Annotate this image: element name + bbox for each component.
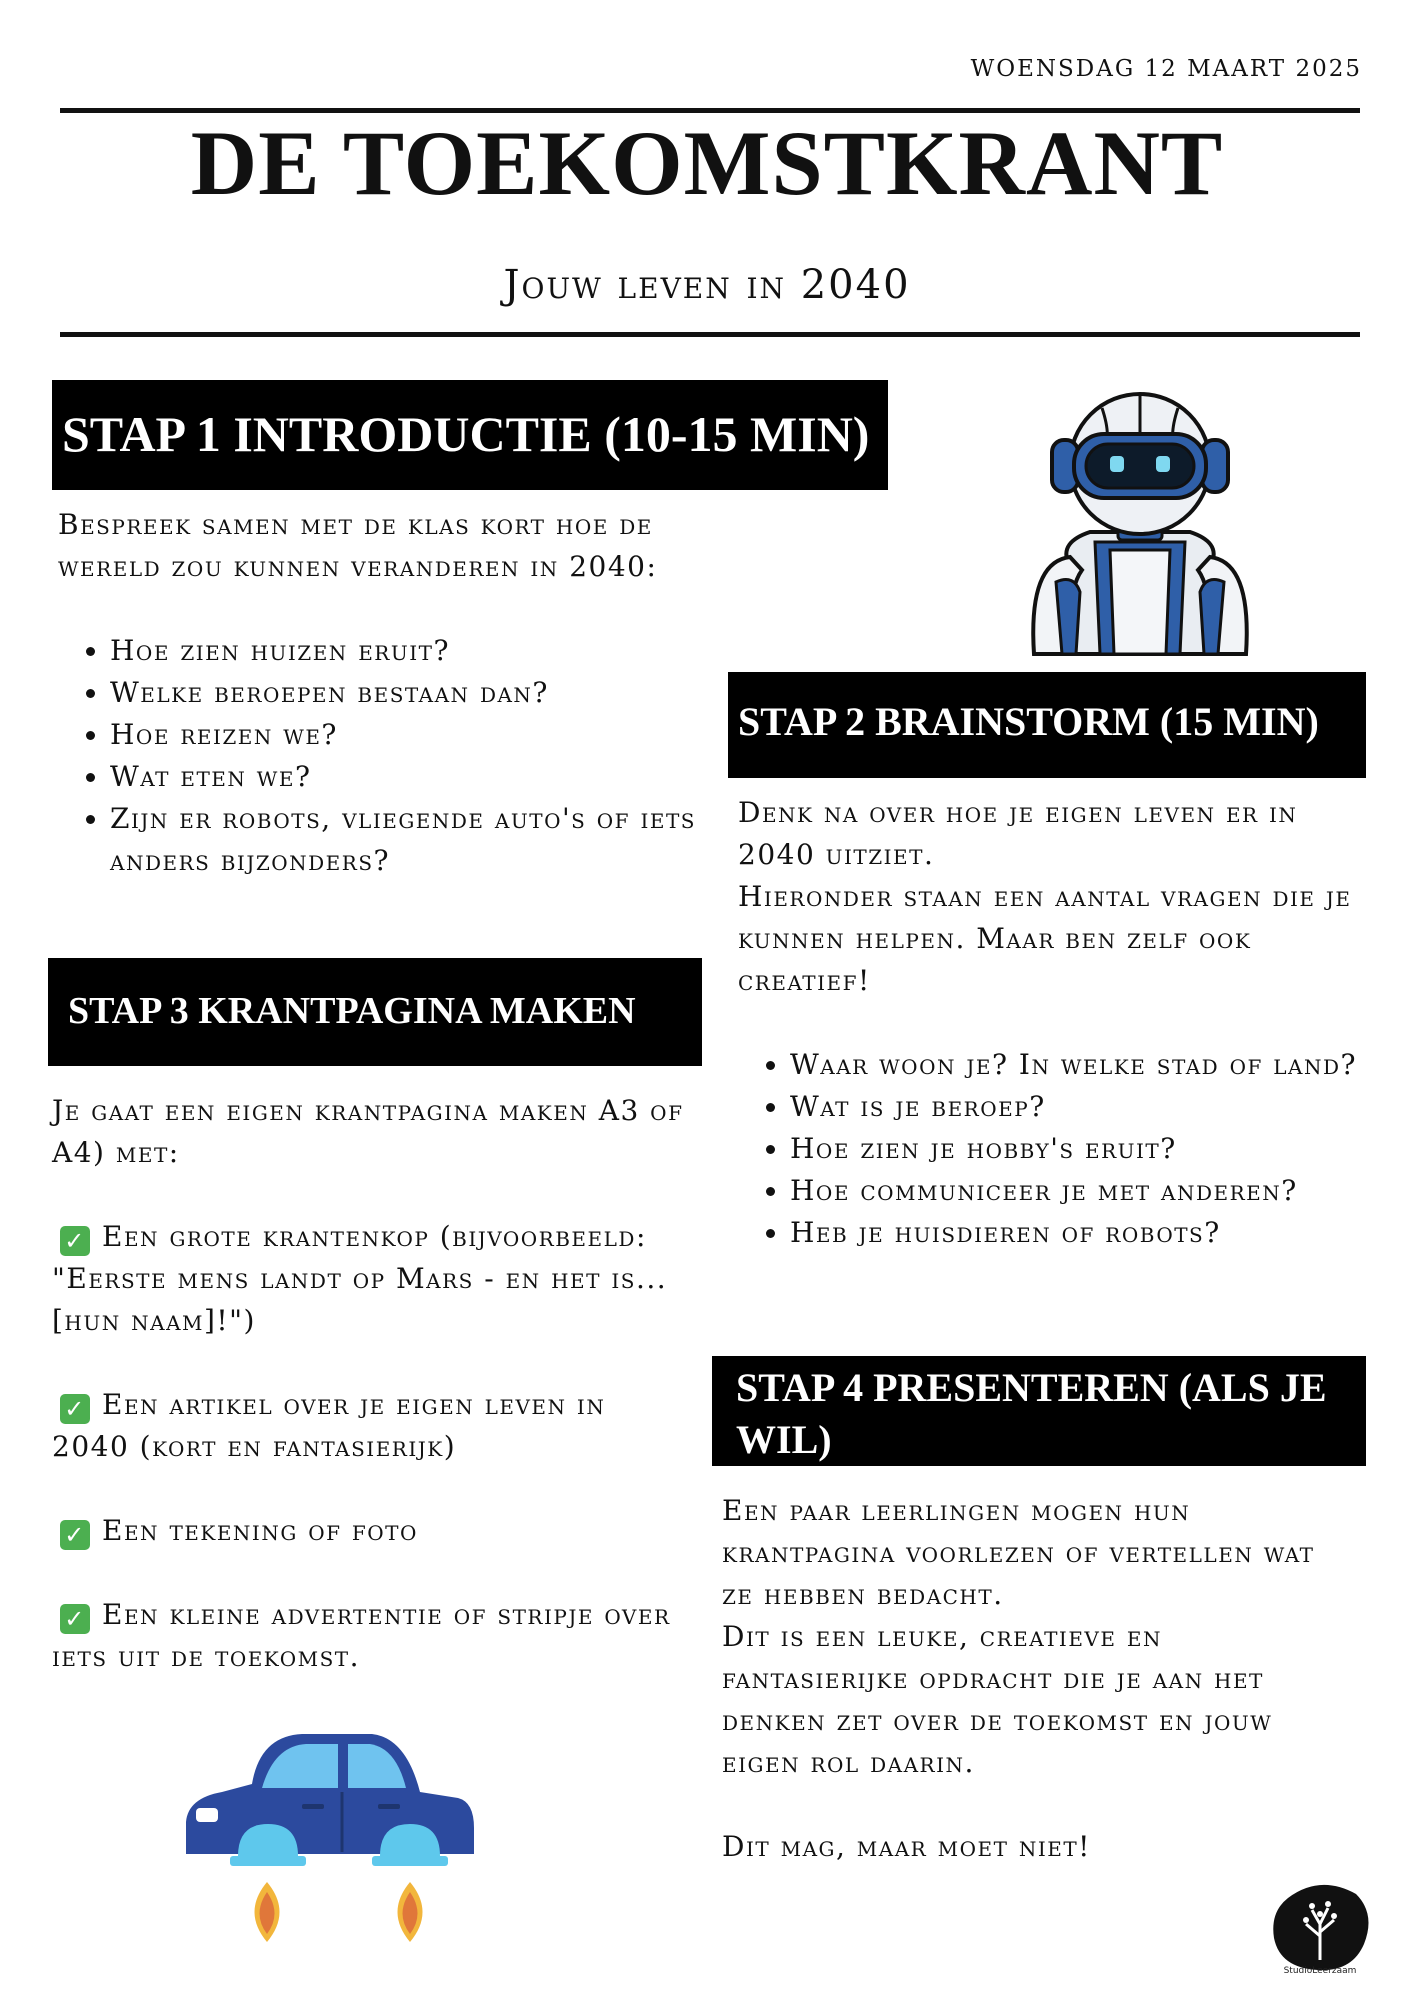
list-item: • Wat is je beroep?: [790, 1086, 1364, 1128]
step4-heading: STAP 4 PRESENTEREN (ALS JE WIL): [712, 1356, 1366, 1466]
logo-caption: StudioLeerzaam: [1283, 1966, 1357, 1976]
studio-logo: [1268, 1880, 1372, 1980]
list-item: • Heb je huisdieren of robots?: [790, 1212, 1364, 1254]
step4-para-3: Dit mag, maar moet niet!: [722, 1830, 1091, 1863]
list-item: • Welke beroepen bestaan dan?: [110, 672, 698, 714]
step1-intro: Bespreek samen met de klas kort hoe de wereld zou kunnen veranderen in 2040:: [58, 508, 658, 583]
step4-para-2: Dit is een leuke, creatieve en fantasierijke opdracht die je aan het denken zet over de toekomst en jouw eigen rol daarin.: [722, 1620, 1273, 1779]
step1-list: [58, 630, 698, 882]
header-bottom-rule: [60, 332, 1360, 337]
list-item: • Zijn er robots, vliegende auto's of iets anders bijzonders?: [110, 798, 698, 882]
step3-item: ✓ Een tekening of foto: [52, 1510, 692, 1552]
step2-list: [738, 1044, 1364, 1254]
list-item: • Wat eten we?: [110, 756, 698, 798]
step3-section: [52, 1090, 692, 1678]
newspaper-subtitle: Jouw leven in 2040: [503, 262, 911, 308]
step3-item: ✓ Een grote krantenkop (bijvoorbeeld: "Eerste mens landt op Mars - en het is... [hun naam]!"): [52, 1220, 668, 1337]
list-item: • Hoe reizen we?: [110, 714, 698, 756]
step3-item: ✓ Een artikel over je eigen leven in 2040 (kort en fantasierijk): [52, 1388, 606, 1463]
step4-section: [722, 1490, 1352, 1868]
step2-intro-2: Hieronder staan een aantal vragen die je kunnen helpen. Maar ben zelf ook creatief!: [738, 880, 1352, 997]
step2-heading: STAP 2 BRAINSTORM (15 MIN): [728, 672, 1366, 778]
step1-heading: STAP 1 INTRODUCTIE (10-15 MIN): [52, 380, 888, 490]
step4-para-1: Een paar leerlingen mogen hun krantpagina voorlezen of vertellen wat ze hebben bedacht.: [722, 1494, 1315, 1611]
step2-section: [738, 792, 1364, 1254]
step3-item: ✓ Een kleine advertentie of stripje over iets uit de toekomst.: [52, 1598, 671, 1673]
flying-car-icon: [182, 1732, 482, 1952]
issue-date: WOENSDAG 12 MAART 2025: [970, 56, 1362, 82]
list-item: • Waar woon je? In welke stad of land?: [790, 1044, 1364, 1086]
newspaper-title: DE TOEKOMSTKRANT: [190, 112, 1224, 214]
list-item: • Hoe zien huizen eruit?: [110, 630, 698, 672]
check-icon: ✓: [60, 1226, 90, 1256]
list-item: • Hoe zien je hobby's eruit?: [790, 1128, 1364, 1170]
step3-heading: STAP 3 KRANTPAGINA MAKEN: [48, 958, 702, 1066]
step3-intro: Je gaat een eigen krantpagina maken A3 of A4) met:: [52, 1094, 684, 1169]
list-item: • Hoe communiceer je met anderen?: [790, 1170, 1364, 1212]
check-icon: ✓: [60, 1394, 90, 1424]
check-icon: ✓: [60, 1604, 90, 1634]
step1-section: [58, 504, 698, 882]
robot-icon: [1010, 392, 1270, 660]
check-icon: ✓: [60, 1520, 90, 1550]
step2-intro-1: Denk na over hoe je eigen leven er in 2040 uitziet.: [738, 796, 1298, 871]
